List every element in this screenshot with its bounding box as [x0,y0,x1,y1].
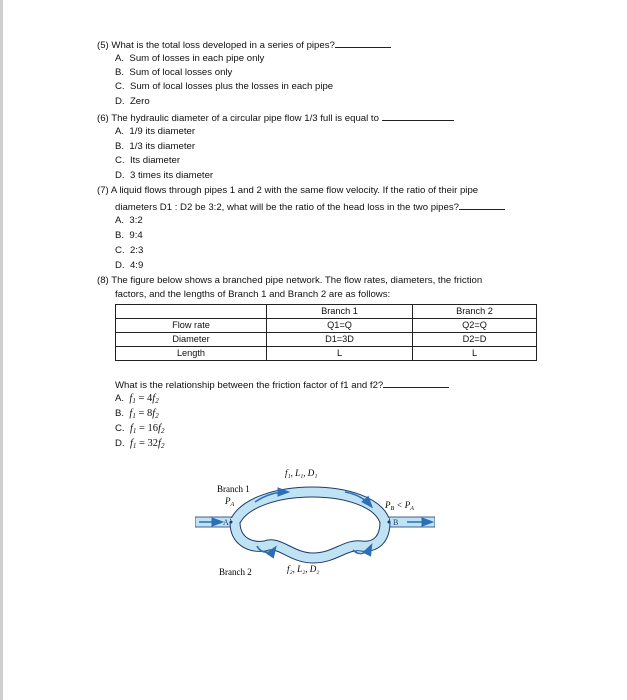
point-b-dot [388,521,391,524]
pa-symbol: P [225,496,231,506]
option-text: 2:3 [129,245,144,256]
option-letter: B. [115,141,125,152]
q6-question [97,111,454,125]
option-text: 9:4 [129,230,143,241]
table-row [116,333,537,347]
formula-var: f [129,423,133,434]
option-letter: C. [115,423,125,434]
q6-option-b[interactable] [115,141,195,153]
q8-question-line1: (8) The figure below shows a branched pipe network. The flow rates, diameters, the friction [97,275,483,286]
option-letter: D. [115,438,125,449]
q8-answer-blank[interactable] [383,378,449,388]
formula-var: f [129,408,133,419]
option-text: 4:9 [129,260,144,271]
formula-sub: 2 [155,412,159,420]
table-cell: D2=D [413,333,537,347]
table-header-cell [116,305,267,319]
option-letter: C. [115,81,125,92]
pressure-relation-label [384,500,414,512]
option-letter: A. [115,53,125,64]
pa-subscript: A [410,506,414,512]
q6-option-c[interactable] [115,155,180,167]
q7-option-d[interactable] [115,260,143,272]
option-text: Zero [129,96,150,107]
option-letter: B. [115,230,125,241]
q5-question-text: (5) What is the total loss developed in a series of pipes? [97,40,335,51]
table-cell: L [267,347,413,361]
branch2-label: Branch 2 [219,567,252,577]
option-letter: A. [115,393,125,404]
option-letter: D. [115,170,125,181]
option-letter: A. [115,126,125,137]
table-cell: Q2=Q [413,319,537,333]
formula-op: = 4 [135,393,153,404]
branch2-params-label: f₂, L₂, D₂ [287,564,320,574]
option-text: 1/3 its diameter [129,141,196,152]
q8-option-a[interactable] [115,393,159,407]
option-letter: B. [115,408,125,419]
q8-option-b[interactable] [115,408,159,422]
option-letter: C. [115,245,125,256]
option-letter: A. [115,215,125,226]
branch-properties-table [115,304,537,361]
q8-relation-text: What is the relationship between the friction factor of f1 and f2? [115,380,384,391]
table-header-cell: Branch 1 [267,305,413,319]
option-text: 3:2 [129,215,143,226]
q5-option-b[interactable] [115,67,232,79]
table-header-row [116,305,537,319]
branch1-params-label: f₁, L₁, D₁ [285,468,318,478]
branched-pipe-figure [195,462,435,587]
formula-var: f [158,423,161,434]
q7-option-a[interactable] [115,215,143,227]
point-b-label: B [393,518,399,527]
option-formula [129,393,158,404]
option-formula [130,423,165,434]
formula-sub: 1 [132,442,137,450]
q5-question [97,38,391,52]
table-cell: D1=3D [267,333,413,347]
formula-var: f [152,393,156,404]
formula-op: = 32 [136,438,159,449]
table-row [116,347,537,361]
table-header-cell: Branch 2 [413,305,537,319]
formula-sub: 1 [132,397,136,405]
option-text: Sum of local losses plus the losses in each pipe [129,81,334,92]
pb-symbol: P [385,500,391,510]
table-cell: Flow rate [116,319,267,333]
option-letter: D. [115,260,125,271]
table-cell: Q1=Q [267,319,413,333]
option-letter: B. [115,67,125,78]
q5-option-c[interactable] [115,81,333,93]
q6-option-a[interactable] [115,126,195,138]
option-letter: C. [115,155,125,166]
pa-subscript: A [230,502,235,508]
q8-relation-question [115,378,449,392]
option-text: Its diameter [129,155,181,166]
q5-option-d[interactable] [115,96,150,108]
q7-question-text: diameters D1 : D2 be 3:2, what will be the ratio of the head loss in the two pipes? [115,202,459,213]
table-cell: L [413,347,537,361]
formula-var: f [129,393,133,404]
q7-answer-blank[interactable] [459,200,505,210]
pa-label [224,496,235,508]
q7-option-b[interactable] [115,230,143,242]
formula-var: f [129,438,133,449]
option-formula [130,438,165,449]
formula-var: f [158,438,161,449]
formula-var: f [152,408,156,419]
q8-option-c[interactable] [115,423,164,437]
q7-option-c[interactable] [115,245,143,257]
q6-question-text: (6) The hydraulic diameter of a circular pipe flow 1/3 full is equal to [97,113,379,124]
table-row [116,319,537,333]
q5-option-a[interactable] [115,53,264,65]
q5-answer-blank[interactable] [335,38,391,48]
option-letter: D. [115,96,125,107]
pressure-relation: < P [394,500,411,510]
formula-sub: 1 [132,412,136,420]
q8-question-line2: factors, and the lengths of Branch 1 and Branch 2 are as follows: [115,289,391,300]
q7-question-line2 [115,200,505,214]
q7-question-line1: (7) A liquid flows through pipes 1 and 2 with the same flow velocity. If the ratio of their pipe [97,185,479,196]
q6-option-d[interactable] [115,170,213,182]
option-formula [129,408,158,419]
point-a-dot [230,521,233,524]
formula-sub: 2 [155,397,159,405]
formula-op: = 16 [136,423,159,434]
option-text: 3 times its diameter [129,170,214,181]
formula-op: = 8 [135,408,153,419]
branch1-label: Branch 1 [217,484,250,494]
option-text: Sum of losses in each pipe only [129,53,265,64]
q8-option-d[interactable] [115,438,164,452]
table-cell: Length [116,347,267,361]
formula-sub: 1 [132,427,137,435]
table-cell: Diameter [116,333,267,347]
point-a-label: A [223,518,229,527]
formula-sub: 2 [160,442,165,450]
option-text: Sum of local losses only [129,67,233,78]
formula-sub: 2 [160,427,165,435]
pb-subscript: B [390,506,395,512]
option-text: 1/9 its diameter [129,126,196,137]
q6-answer-blank[interactable] [382,111,454,121]
